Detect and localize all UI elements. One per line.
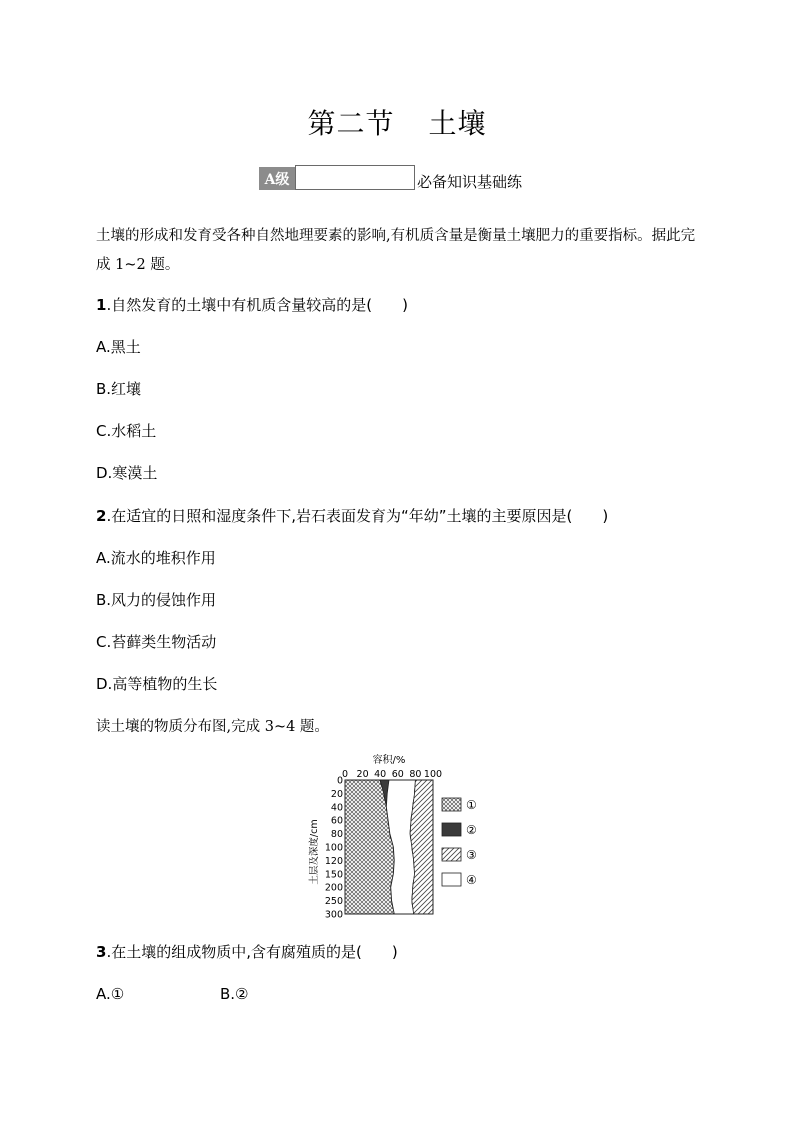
chart-y-tick: 120 <box>324 855 343 867</box>
question-number: 1 <box>96 296 107 314</box>
level-text: 必备知识基础练 <box>417 173 523 191</box>
question-text: .在土壤的组成物质中,含有腐殖质的是( <box>106 943 362 961</box>
question-text: .自然发育的土壤中有机质含量较高的是( <box>106 296 373 314</box>
chart-y-tick: 100 <box>324 842 343 854</box>
chart-x-tick: 40 <box>374 769 387 780</box>
chart-x-tick: 60 <box>391 769 404 780</box>
legend-swatch <box>442 848 461 861</box>
option-3b: B.② <box>220 985 249 1003</box>
soil-composition-chart <box>300 752 500 922</box>
option-2b: B.风力的侵蚀作用 <box>96 591 217 609</box>
legend-label: ② <box>466 823 477 837</box>
option-2a: A.流水的堆积作用 <box>96 549 216 567</box>
legend-label: ③ <box>466 848 477 862</box>
level-header <box>259 165 522 192</box>
option-3a: A.① <box>96 985 125 1003</box>
question-number: 3 <box>96 943 107 961</box>
chart-y-tick: 0 <box>336 775 343 787</box>
chart-y-tick: 300 <box>324 909 343 921</box>
page-title <box>0 102 794 142</box>
chart-x-label: 容积/% <box>372 755 406 766</box>
option-1a: A.黑土 <box>96 338 141 356</box>
chart-x-tick: 100 <box>423 769 443 780</box>
legend-swatch <box>442 873 461 886</box>
chart-y-tick: 20 <box>330 788 343 800</box>
chart-y-tick: 250 <box>324 896 343 908</box>
intro-paragraph-1: 土壤的形成和发育受各种自然地理要素的影响,有机质含量是衡量土壤肥力的重要指标。据此完成 1~2 题。 <box>96 228 696 273</box>
level-box <box>295 165 415 190</box>
intro-paragraph-2: 读土壤的物质分布图,完成 3~4 题。 <box>96 719 329 735</box>
level-badge: A级 <box>259 167 295 190</box>
chart-x-tick: 0 <box>341 769 349 780</box>
legend-swatch <box>442 798 461 811</box>
title-topic: 土壤 <box>428 107 487 140</box>
chart-y-label: 土层及深度/cm <box>309 819 320 885</box>
question-number: 2 <box>96 507 107 525</box>
option-2d: D.高等植物的生长 <box>96 675 218 693</box>
chart-y-tick: 200 <box>324 882 343 894</box>
option-2c: C.苔藓类生物活动 <box>96 633 217 651</box>
legend-label: ④ <box>466 873 477 887</box>
title-section: 第二节 <box>307 107 395 140</box>
legend-swatch <box>442 823 461 836</box>
chart-y-tick: 60 <box>330 815 343 827</box>
question-2: 2.在适宜的日照和湿度条件下,岩石表面发育为“年幼”土壤的主要原因是( ) <box>96 507 609 525</box>
chart-area-4 <box>410 780 433 914</box>
question-1: 1.自然发育的土壤中有机质含量较高的是( ) <box>96 296 408 314</box>
chart-y-tick: 150 <box>324 869 343 881</box>
chart-y-tick: 80 <box>330 829 343 841</box>
option-1d: D.寒漠土 <box>96 464 158 482</box>
chart-y-tick: 40 <box>330 802 343 814</box>
chart-x-tick: 20 <box>356 769 369 780</box>
option-1b: B.红壤 <box>96 380 142 398</box>
question-text: .在适宜的日照和湿度条件下,岩石表面发育为“年幼”土壤的主要原因是( <box>106 507 573 525</box>
chart-x-tick: 80 <box>409 769 422 780</box>
question-3: 3.在土壤的组成物质中,含有腐殖质的是( ) <box>96 943 398 961</box>
legend-label: ① <box>466 798 477 812</box>
option-1c: C.水稻土 <box>96 422 157 440</box>
